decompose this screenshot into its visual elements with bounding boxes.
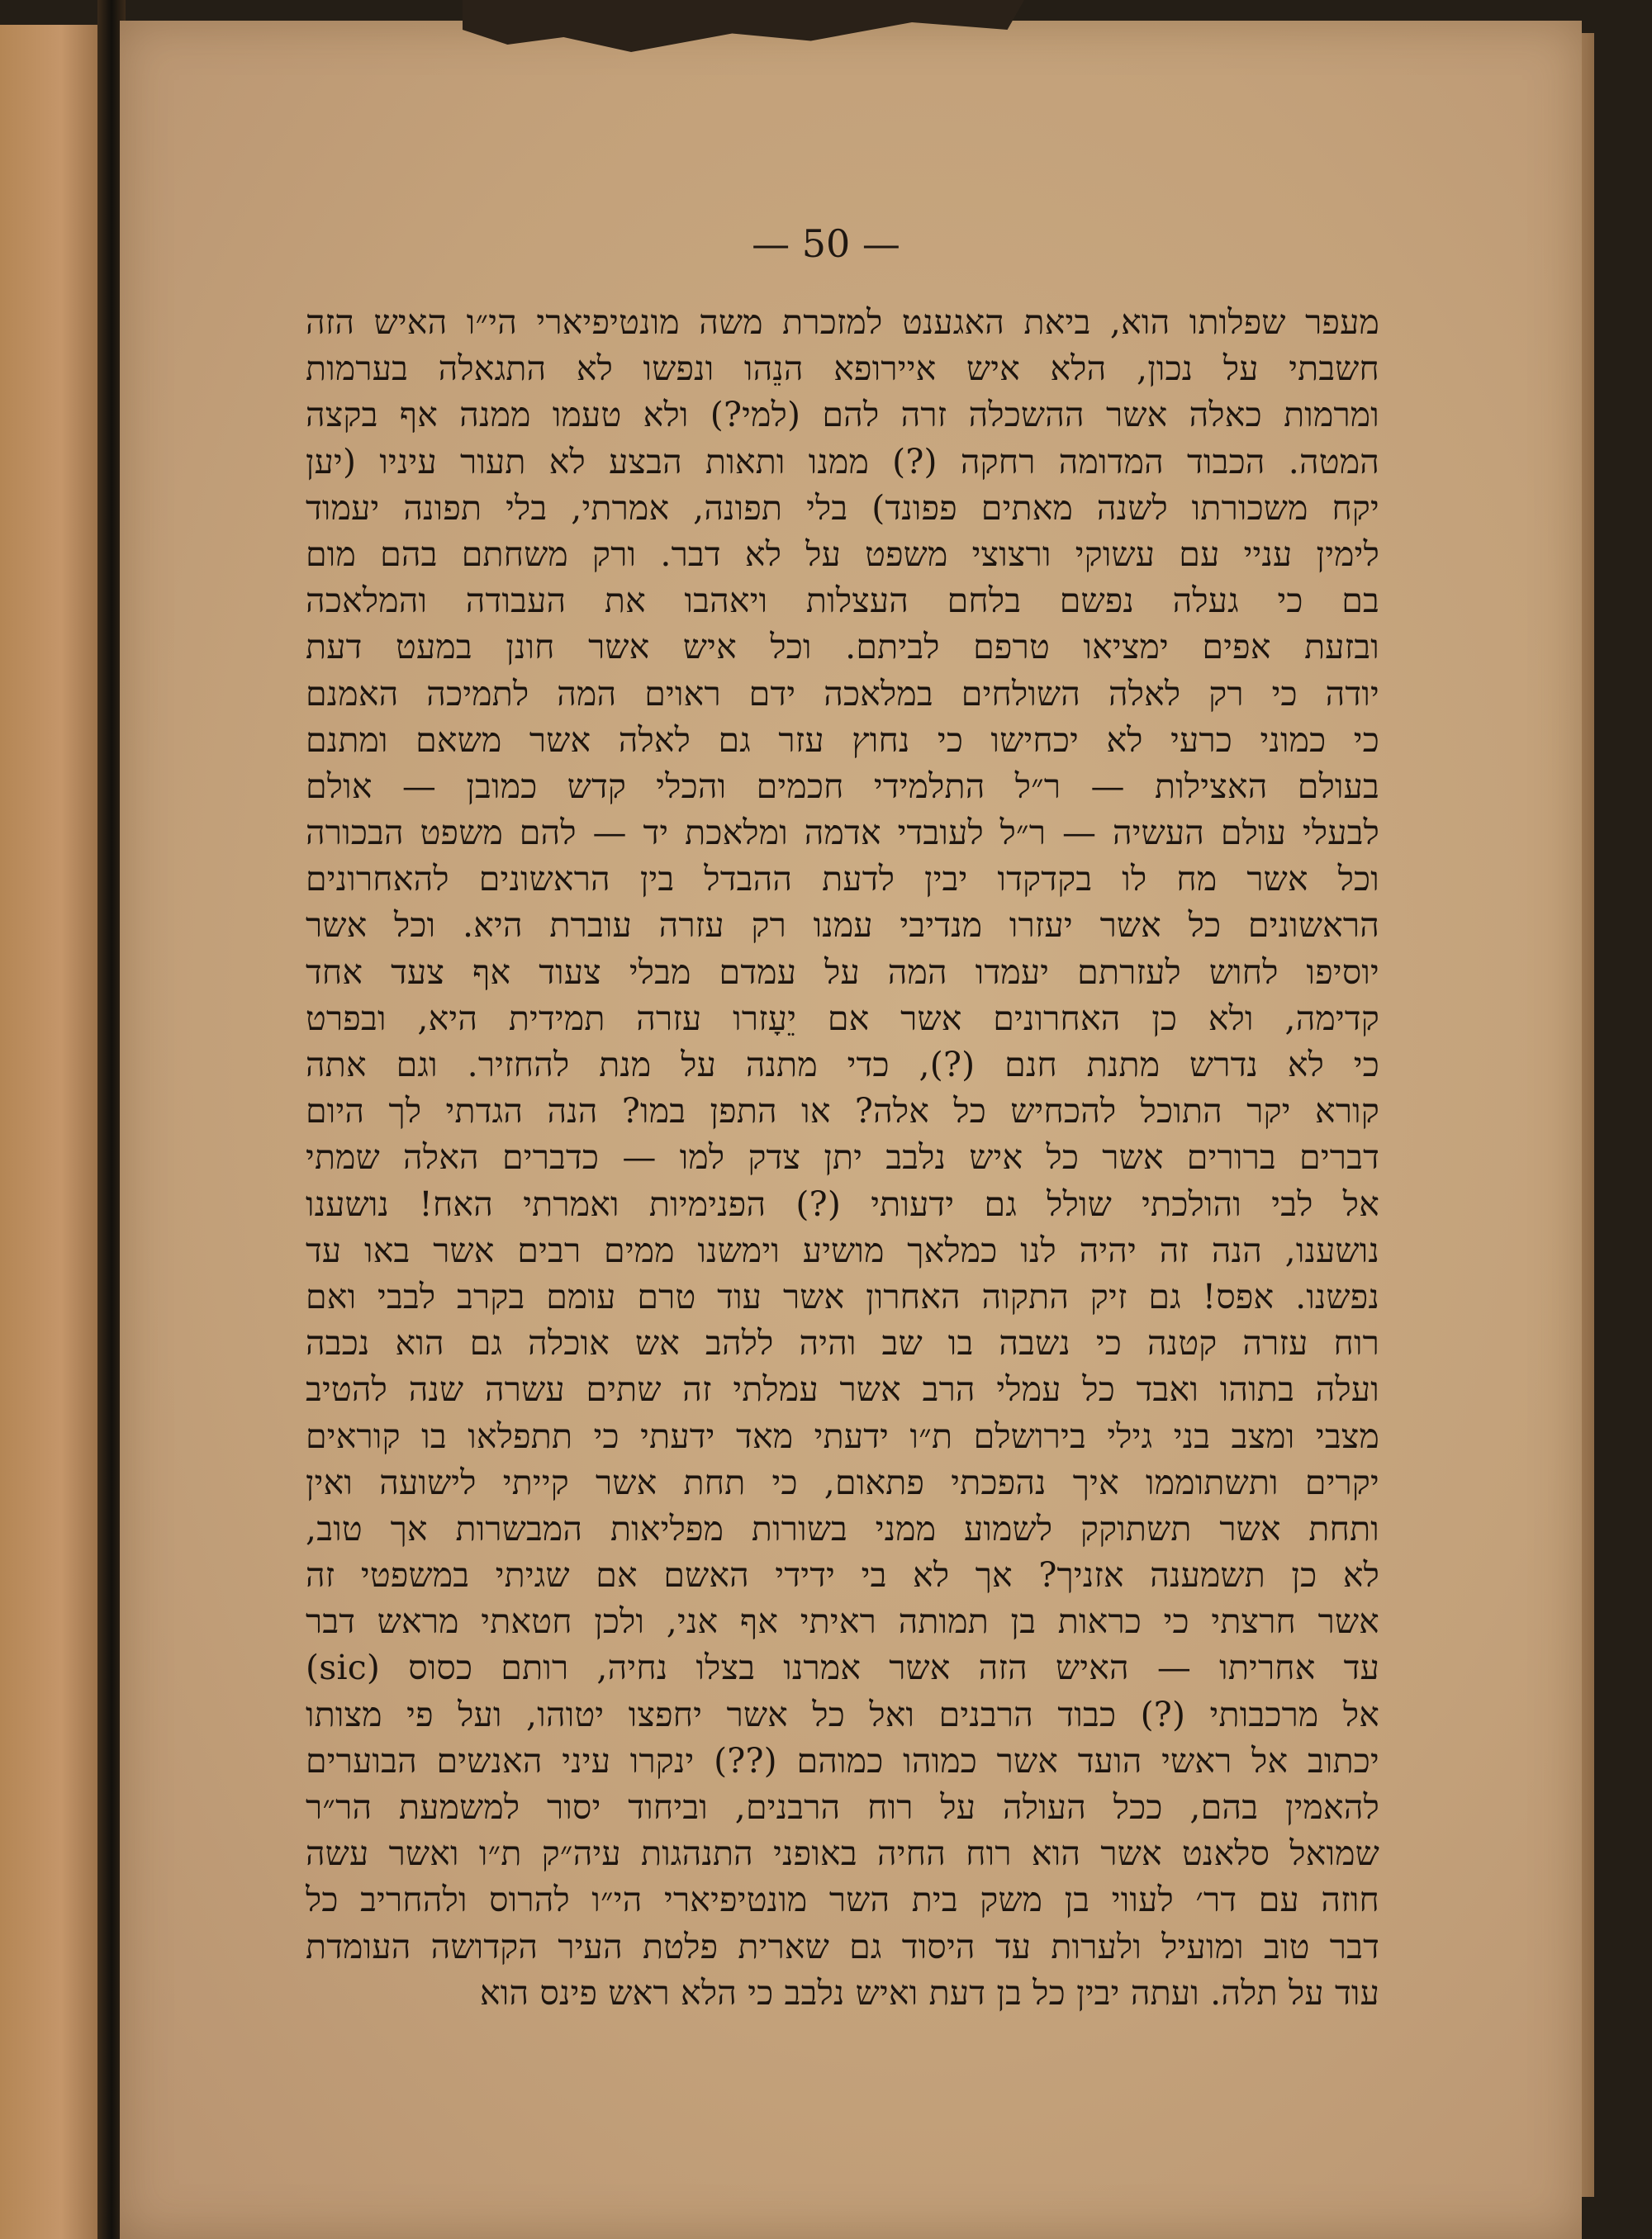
text-line: רוח עזרה קטנה כי נשבה בו שב והיה ללהב אש אוכלה גם הוא נכבה: [306, 1323, 1379, 1364]
text-line: כי כמוני כרעי לא יכחישו כי נחוץ עזר גם לאלה אשר משאם ומתנם: [306, 719, 1379, 760]
text-line: אל מרכבותי (?) כבוד הרבנים ואל כל אשר יחפצו יטוהו, ועל פי מצותו: [306, 1694, 1379, 1734]
text-block: [306, 299, 1379, 2223]
text-line: יודה כי רק לאלה השולחים במלאכה ידם ראוים המה לתמיכה האמנם: [306, 673, 1379, 714]
text-line: בעולם האצילות — ר״ל התלמידי חכמים והכלי קדש כמובן — אולם: [306, 766, 1379, 806]
text-line: מעפר שפלותו הוא, ביאת האגענט למזכרת משה מונטיפיארי הי״ו האיש הזה: [306, 302, 1379, 342]
text-line: כי לא נדרש מתנת חנם (?), כדי מתנה על מנת להחזיר. וגם אתה: [306, 1045, 1379, 1084]
text-line: עד אחריתו — האיש הזה אשר אמרנו בצלו נחיה, רותם כסוס (sic): [306, 1648, 1379, 1688]
text-line: עוד על תלה. ועתה יבין כל בן דעת ואיש נלבב כי הלא ראש פינס הוא: [480, 1972, 1379, 2013]
text-line: לא כן תשמענה אזניך? אך לא בי ידידי האשם אם שגיתי במשפטי זה: [306, 1555, 1379, 1596]
text-line: נפשנו. אפס! גם זיק התקוה האחרון אשר עוד טרם עומם בקרב לבבי ואם: [306, 1276, 1379, 1316]
text-line: המטה. הכבוד המדומה רחקה (?) ממנו ותאות הבצע לא תעור עיניו (יען: [306, 441, 1379, 481]
text-line: להאמין בהם, ככל העולה על רוח הרבנים, וביחוד יסור למשמעת הר״ר: [306, 1787, 1379, 1827]
page-number: — 50 —: [752, 221, 900, 266]
text-line: קורא יקר התוכל להכחיש כל אלה? או התפן במו? הנה הגדתי לך היום: [306, 1091, 1379, 1131]
text-line: שמואל סלאנט אשר הוא רוח החיה באופני התנהגות עיה״ק ת״ו ואשר עשה: [306, 1833, 1379, 1874]
text-line: בם כי געלה נפשם בלחם העצלות ויאהבו את העבודה והמלאכה: [306, 581, 1379, 621]
text-line: חשבתי על נכון, הלא איש איירופא הנֵהו ונפשו לא התגאלה בערמות: [306, 349, 1379, 389]
text-line: ומרמות כאלה אשר ההשכלה זרה להם (למי?) ולא טעמו ממנה אף בקצה: [306, 395, 1379, 435]
text-line: מצבי ומצב בני גילי בירושלם ת״ו ידעתי מאד ידעתי כי תתפלאו בו קוראים: [306, 1416, 1379, 1456]
text-line: אל לבי והולכתי שולל גם ידעותי (?) הפנימיות ואמרתי האח! נושענו: [306, 1184, 1379, 1224]
text-line: וכל אשר מח לו בקדקדו יבין לדעת ההבדל בין הראשונים להאחרונים: [306, 859, 1379, 899]
text-line: אשר חרצתי כי כראות בן תמותה ראיתי אף אני, ולכן חטאתי מראש דבר: [306, 1601, 1379, 1642]
text-line: נושענו, הנה זה יהיה לנו כמלאך מושיע וימשנו ממים רבים אשר באו עד: [306, 1230, 1379, 1270]
text-line: הראשונים כל אשר יעזרו מנדיבי עמנו רק עזרה עוברת היא. וכל אשר: [306, 905, 1379, 946]
text-line: קדימה, ולא כן האחרונים אשר אם יֵעָזרו עזרה תמידית היא, ובפרט: [306, 998, 1379, 1038]
text-line: לבעלי עולם העשיה — ר״ל לעובדי אדמה ומלאכת יד — להם משפט הבכורה: [306, 813, 1379, 853]
text-line: ותחת אשר תשתוקק לשמוע ממני בשורות מפליאות המבשרות אך טוב,: [306, 1508, 1379, 1549]
text-line: יקרים ותשתוממו איך נהפכתי פתאום, כי תחת אשר קייתי לישועה ואין: [306, 1462, 1379, 1502]
text-line: לימין עניי עם עשוקי ורצוצי משפט על לא דבר. ורק משחתם בהם מום: [306, 534, 1379, 574]
text-line: דבר טוב ומועיל ולערות עד היסוד גם שארית פלטת העיר הקדושה העומדת: [306, 1926, 1379, 1966]
text-line: יוסיפו לחוש לעזרתם יעמדו המה על עמדם מבלי צעוד אף צעד אחד: [306, 951, 1379, 992]
facing-page-edge: [0, 25, 112, 2239]
text-line: חוזה עם דר׳ לעווי בן משק בית השר מונטיפיארי הי״ו להרוס ולהחריב כל: [306, 1880, 1379, 1920]
text-line: ובזעת אפים ימציאו טרפם לביתם. וכל איש אשר חונן במעט דעת: [306, 627, 1379, 667]
text-line: יכתוב אל ראשי הועד אשר כמוהו כמוהם (??) ינקרו עיני האנשים הבוערים: [306, 1740, 1379, 1781]
text-line: יקח משכורתו לשנה מאתים פפונד) בלי תפונה, אמרתי, בלי תפונה יעמוד: [306, 487, 1379, 528]
text-line: ועלה בתוהו ואבד כל עמלי הרב אשר עמלתי זה שתים עשרה שנה להטיב: [306, 1369, 1379, 1410]
text-line: דברים ברורים אשר כל איש נלבב יתן צדק למו — כדברים האלה שמתי: [306, 1137, 1379, 1178]
